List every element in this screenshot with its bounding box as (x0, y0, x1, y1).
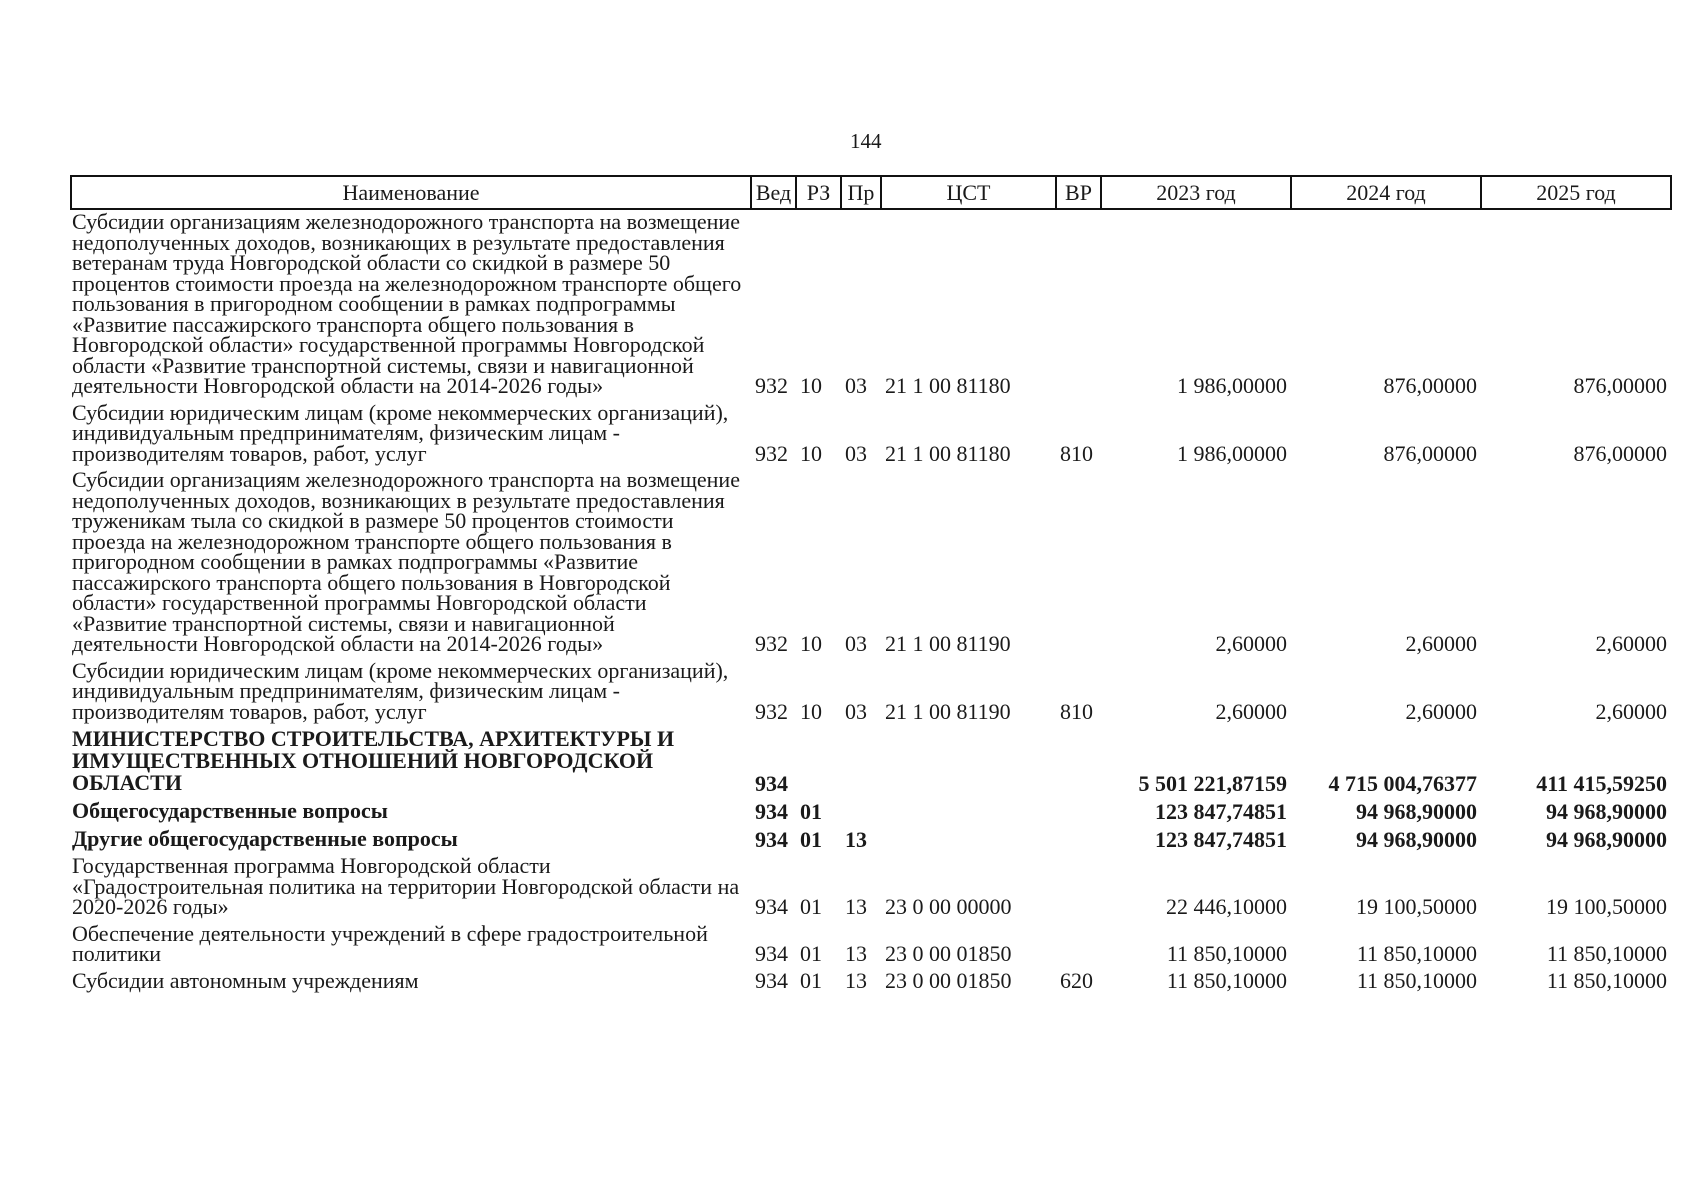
cell-pr: 03 (845, 440, 867, 466)
cell-pr: 03 (845, 631, 867, 656)
cell-ved: 934 (755, 798, 788, 824)
cell-rz: 10 (800, 440, 822, 466)
cell-name: Субсидии юридическим лицам (кроме некоммерческих организаций), индивидуальным предпринимателям, физическим лицам - производителям товаров, работ, услуг (72, 399, 729, 466)
cell-name: Субсидии организациям железнодорожного транспорта на возмещение недополученных доходов, возникающих в результате предоставления ветеранам труда Новгородской области со скидкой в размере 50 процентов стоимости проезда на железнодорожном транспорте общего пользования в пригородном сообщении в рамках подпрограммы «Развитие пассажирского транспорта общего пользования в Новгородской области» государственной программы Новгородской области «Развитие транспортной системы, связи и навигационной деятельности Новгородской области на 2014-2026 годы» (72, 209, 742, 398)
table-row (71, 798, 1671, 826)
cell-pr: 03 (845, 698, 867, 724)
cell-2025: 411 415,59250 (1536, 770, 1667, 796)
header-cst: ЦСТ (881, 176, 1056, 209)
cell-2024: 876,00000 (1383, 440, 1477, 466)
cell-cst: 21 1 00 81180 (885, 373, 1011, 398)
header-2023: 2023 год (1101, 176, 1291, 209)
cell-2024: 11 850,10000 (1356, 941, 1477, 966)
cell-cst: 21 1 00 81190 (885, 698, 1011, 724)
cell-pr: 13 (845, 941, 867, 966)
cell-cst: 23 0 00 00000 (885, 894, 1012, 919)
header-name: Наименование (71, 176, 751, 209)
cell-name: Общегосударственные вопросы (72, 798, 388, 823)
cell-2023: 5 501 221,87159 (1138, 770, 1287, 796)
budget-table (70, 175, 1672, 995)
table-row (71, 659, 1671, 727)
cell-vr: 810 (1060, 440, 1093, 466)
cell-ved: 934 (755, 770, 788, 796)
table-row (71, 401, 1671, 469)
cell-ved: 934 (755, 941, 788, 966)
table-body (71, 209, 1671, 995)
cell-cst: 21 1 00 81180 (885, 440, 1011, 466)
cell-2023: 11 850,10000 (1166, 941, 1287, 966)
cell-pr: 13 (845, 967, 867, 993)
cell-2024: 876,00000 (1383, 373, 1477, 398)
cell-2025: 94 968,90000 (1546, 798, 1667, 824)
cell-pr (841, 798, 881, 826)
cell-2023: 11 850,10000 (1166, 967, 1287, 993)
cell-name: Субсидии организациям железнодорожного транспорта на возмещение недополученных доходов, возникающих в результате предоставления труженикам тыла со скидкой в размере 50 процентов стоимости проезда на железнодорожном транспорте общего пользования в пригородном сообщении в рамках подпрограммы «Развитие пассажирского транспорта общего пользования в Новгородской области» государственной программы Новгородской области «Развитие транспортной системы, связи и навигационной деятельности Новгородской области на 2014-2026 годы» (72, 467, 740, 656)
cell-ved: 932 (755, 631, 788, 656)
cell-ved: 932 (755, 698, 788, 724)
header-vr: ВР (1056, 176, 1101, 209)
header-pr: Пр (841, 176, 881, 209)
cell-2025: 2,60000 (1595, 698, 1667, 724)
cell-rz: 01 (800, 798, 822, 824)
cell-name: Субсидии юридическим лицам (кроме некоммерческих организаций), индивидуальным предпринимателям, физическим лицам - производителям товаров, работ, услуг (72, 657, 729, 724)
cell-2023: 2,60000 (1215, 698, 1287, 724)
cell-vr (1056, 922, 1101, 969)
table-row (71, 969, 1671, 996)
cell-2024: 2,60000 (1405, 698, 1477, 724)
cell-2025: 2,60000 (1595, 631, 1667, 656)
cell-name: МИНИСТЕРСТВО СТРОИТЕЛЬСТВА, АРХИТЕКТУРЫ И ИМУЩЕСТВЕННЫХ ОТНОШЕНИЙ НОВГОРОДСКОЙ ОБЛАСТИ (72, 726, 675, 795)
cell-2025: 11 850,10000 (1546, 941, 1667, 966)
cell-vr (1056, 726, 1101, 798)
cell-name: Другие общегосударственные вопросы (72, 826, 458, 851)
cell-rz: 01 (800, 941, 822, 966)
cell-2024: 11 850,10000 (1356, 967, 1477, 993)
cell-pr (841, 726, 881, 798)
cell-cst (881, 726, 1056, 798)
cell-name: Субсидии автономным учреждениям (72, 967, 419, 993)
cell-vr (1056, 468, 1101, 659)
cell-2023: 22 446,10000 (1166, 894, 1287, 919)
cell-pr: 13 (845, 894, 867, 919)
header-ved: Вед (751, 176, 796, 209)
header-2025: 2025 год (1481, 176, 1671, 209)
cell-2024: 94 968,90000 (1356, 826, 1477, 852)
cell-2025: 876,00000 (1573, 440, 1667, 466)
cell-vr: 810 (1060, 698, 1093, 724)
cell-name: Обеспечение деятельности учреждений в сфере градостроительной политики (72, 920, 708, 966)
cell-rz: 10 (800, 631, 822, 656)
cell-2024: 4 715 004,76377 (1328, 770, 1477, 796)
table-row (71, 468, 1671, 659)
cell-ved: 934 (755, 826, 788, 852)
cell-cst: 23 0 00 01850 (885, 967, 1012, 993)
cell-2025: 876,00000 (1573, 373, 1667, 398)
cell-cst (881, 798, 1056, 826)
table-row (71, 922, 1671, 969)
cell-2024: 94 968,90000 (1356, 798, 1477, 824)
table-header-row (71, 176, 1671, 209)
cell-ved: 932 (755, 373, 788, 398)
cell-2023: 123 847,74851 (1155, 826, 1287, 852)
cell-rz: 01 (800, 894, 822, 919)
cell-2023: 1 986,00000 (1177, 373, 1287, 398)
cell-vr (1056, 826, 1101, 854)
cell-rz: 10 (800, 698, 822, 724)
cell-2025: 19 100,50000 (1546, 894, 1667, 919)
cell-ved: 932 (755, 440, 788, 466)
cell-ved: 934 (755, 894, 788, 919)
cell-2023: 123 847,74851 (1155, 798, 1287, 824)
table-row (71, 726, 1671, 798)
cell-cst (881, 826, 1056, 854)
table-row (71, 854, 1671, 922)
cell-pr: 03 (845, 373, 867, 398)
cell-ved: 934 (755, 967, 788, 993)
cell-2025: 11 850,10000 (1546, 967, 1667, 993)
cell-2024: 19 100,50000 (1356, 894, 1477, 919)
cell-vr (1056, 798, 1101, 826)
cell-cst: 21 1 00 81190 (885, 631, 1011, 656)
cell-2025: 94 968,90000 (1546, 826, 1667, 852)
cell-vr (1056, 854, 1101, 922)
cell-rz (796, 726, 841, 798)
cell-2023: 1 986,00000 (1177, 440, 1287, 466)
cell-pr: 13 (845, 826, 867, 852)
cell-vr: 620 (1060, 967, 1093, 993)
cell-rz: 01 (800, 967, 822, 993)
page-number: 144 (850, 129, 882, 153)
cell-name: Государственная программа Новгородской области «Градостроительная политика на территории Новгородской области на 2020-2026 годы» (72, 853, 740, 919)
cell-vr (1056, 209, 1101, 401)
cell-rz: 10 (800, 373, 822, 398)
header-rz: РЗ (796, 176, 841, 209)
header-2024: 2024 год (1291, 176, 1481, 209)
cell-rz: 01 (800, 826, 822, 852)
cell-2023: 2,60000 (1215, 631, 1287, 656)
table-row (71, 826, 1671, 854)
cell-2024: 2,60000 (1405, 631, 1477, 656)
table-row (71, 209, 1671, 401)
cell-cst: 23 0 00 01850 (885, 941, 1012, 966)
